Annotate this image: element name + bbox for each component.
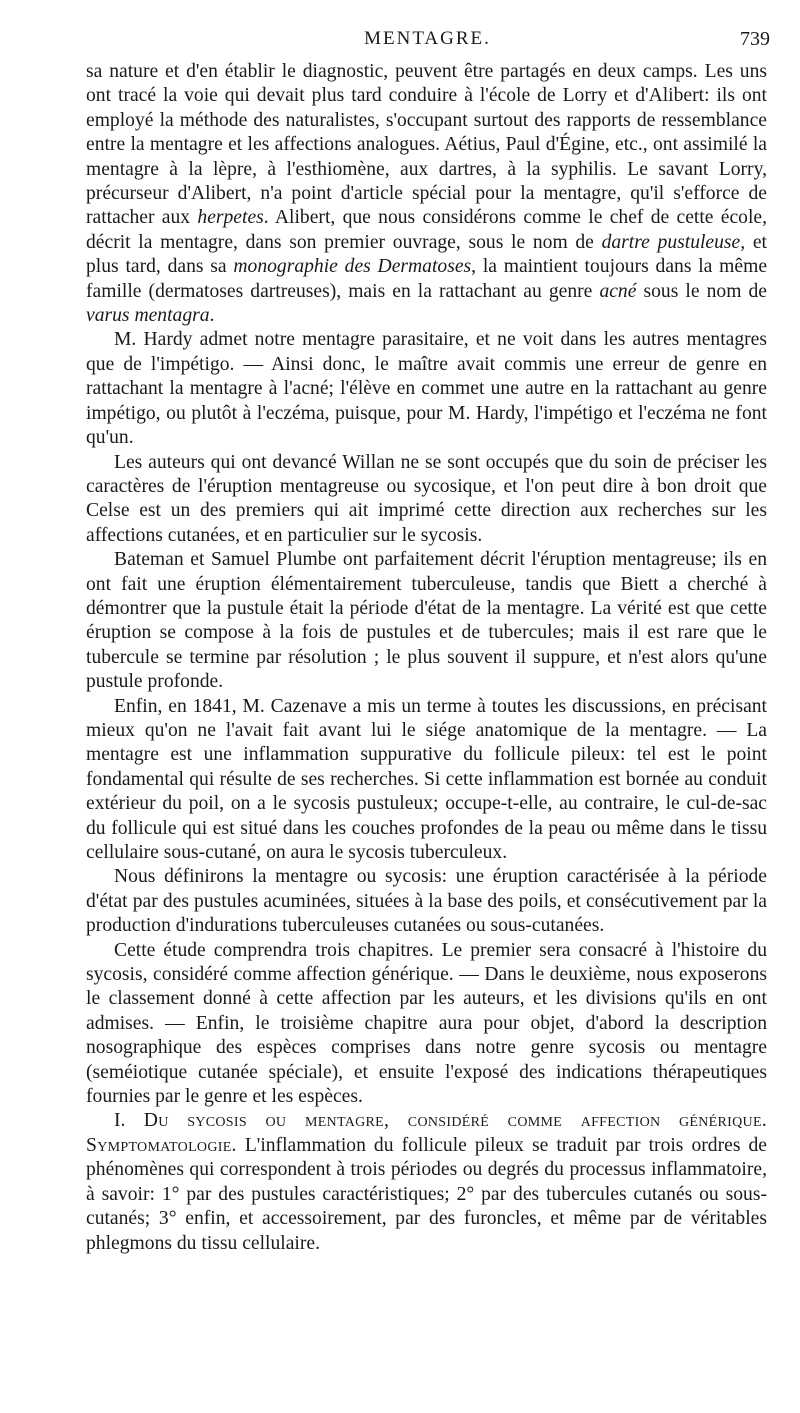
paragraph: [86, 60, 767, 328]
paragraph: [86, 1109, 767, 1255]
italic-text: herpetes: [197, 207, 264, 229]
italic-text: varus mentagra: [86, 305, 210, 327]
italic-text: dartre pustuleuse,: [601, 231, 746, 253]
text-segment: , la maintient toujours dans la même famille (dermatoses dartreuses), mais en la rattachant au genre: [86, 256, 768, 302]
page-header: [85, 28, 770, 56]
running-title: MENTAGRE.: [364, 28, 491, 49]
paragraph: [86, 939, 767, 1110]
paragraph: [86, 328, 767, 450]
paragraph: [86, 865, 767, 938]
page-number: 739: [740, 28, 770, 50]
text-segment: sa nature et d'en établir le diagnostic, peuvent être partagés en deux camps. Les uns ont tracé la voie qui devait plus tard conduire à l'école de Lorry et d'Alibert: ils ont employé la méthode des naturalistes, s'occupant surtout des rapports de ressemblance entre la mentagre et les affections analogues. Aétius, Paul d'Égine, etc., ont assimilé la mentagre à la lèpre, à l'esthiomène, aux dartres, à la syphilis. Le savant Lorry, précurseur d'Alibert, n'a point d'article spécial pour la mentagre, qu'il s'efforce de rattacher aux: [86, 61, 767, 229]
section-heading: Du sycosis ou mentagre, considéré comme affection générique. Symptomatologie.: [86, 1110, 768, 1156]
paragraph: [86, 451, 767, 549]
text-segment: M. Hardy admet notre mentagre parasitaire, et ne voit dans les autres mentagres que de l'impétigo. — Ainsi donc, le maître avait commis une erreur de genre en rattachant la mentagre à l'acné; l'élève en commet une autre en la rattachant au genre impétigo, ou plutôt à l'eczéma, puisque, pour M. Hardy, l'impétigo et l'eczéma ne font qu'un.: [86, 329, 767, 449]
text-segment: sous le nom de: [636, 280, 767, 302]
text-segment: et plus tard, dans sa: [86, 231, 767, 278]
text-segment: Les auteurs qui ont devancé Willan ne se sont occupés que du soin de préciser les caractères de l'éruption mentagreuse ou sycosique, et l'on peut dire à bon droit que Celse est un des premiers qui ait imprimé cette direction aux recherches sur les affections cutanées, et en particulier sur le sycosis.: [86, 451, 767, 546]
text-segment: Enfin, en 1841, M. Cazenave a mis un terme à toutes les discussions, en précisant mieux qu'on ne l'avait fait avant lui le siége anatomique de la mentagre. — La mentagre est une inflammation suppurative du follicule pileux: tel est le point fondamental qui résulte de ses recherches. Si cette inflammation est bornée au conduit extérieur du poil, on a le sycosis pustuleux; occupe-t-elle, au contraire, le cul-de-sac du follicule qui est situé dans les couches profondes de la peau ou même dans le tissu cellulaire sous-cutané, on aura le sycosis tuberculeux.: [86, 695, 767, 863]
text-segment: . Alibert, que nous considérons comme le chef de cette école, décrit la mentagre, dans son premier ouvrage, sous le nom de: [86, 207, 767, 253]
text-segment: Cette étude comprendra trois chapitres. Le premier sera consacré à l'histoire du sycosis, considéré comme affection générique. — Dans le deuxième, nous exposerons le classement donné à cette affection par les auteurs, et les divisions qu'ils en ont admises. — Enfin, le troisième chapitre aura pour objet, d'abord la description nosographique des espèces comprises dans notre genre sycosis ou mentagre (seméiotique cutanée spéciale), et ensuite l'exposé des indications thérapeutiques fournies par le genre et les espèces.: [86, 939, 767, 1108]
text-segment: Nous définirons la mentagre ou sycosis: une éruption caractérisée à la période d'état par des pustules acuminées, situées à la base des poils, et consécutivement par la production d'indurations tuberculeuses cutanées ou sous-cutanées.: [86, 866, 767, 937]
italic-text: monographie des Dermatoses: [233, 256, 472, 278]
body-text: [86, 60, 767, 1256]
text-segment: L'inflammation du follicule pileux se traduit par trois ordres de phénomènes qui correspondent à trois périodes ou degrés du processus inflammatoire, à savoir: 1° par des pustules caractéristiques; 2° par des tubercules cutanés ou sous-cutanés; 3° enfin, et accessoirement, par des furoncles, et même par de véritables phlegmons du tissu cellulaire.: [86, 1134, 767, 1254]
paragraph: [86, 695, 767, 866]
text-segment: I.: [114, 1110, 144, 1132]
text-segment: .: [209, 305, 215, 327]
italic-text: acné: [599, 280, 637, 302]
text-segment: Bateman et Samuel Plumbe ont parfaitement décrit l'éruption mentagreuse; ils en ont fait une éruption élémentairement tuberculeuse, tandis que Biett a cherché à démontrer que la pustule était la période d'état de la mentagre. La vérité est que cette éruption se compose à la fois de pustules et de tubercules; mais il est rare que le tubercule se termine par résolution ; le plus souvent il suppure, et n'est alors qu'une pustule profonde.: [86, 549, 767, 693]
paragraph: [86, 548, 767, 694]
